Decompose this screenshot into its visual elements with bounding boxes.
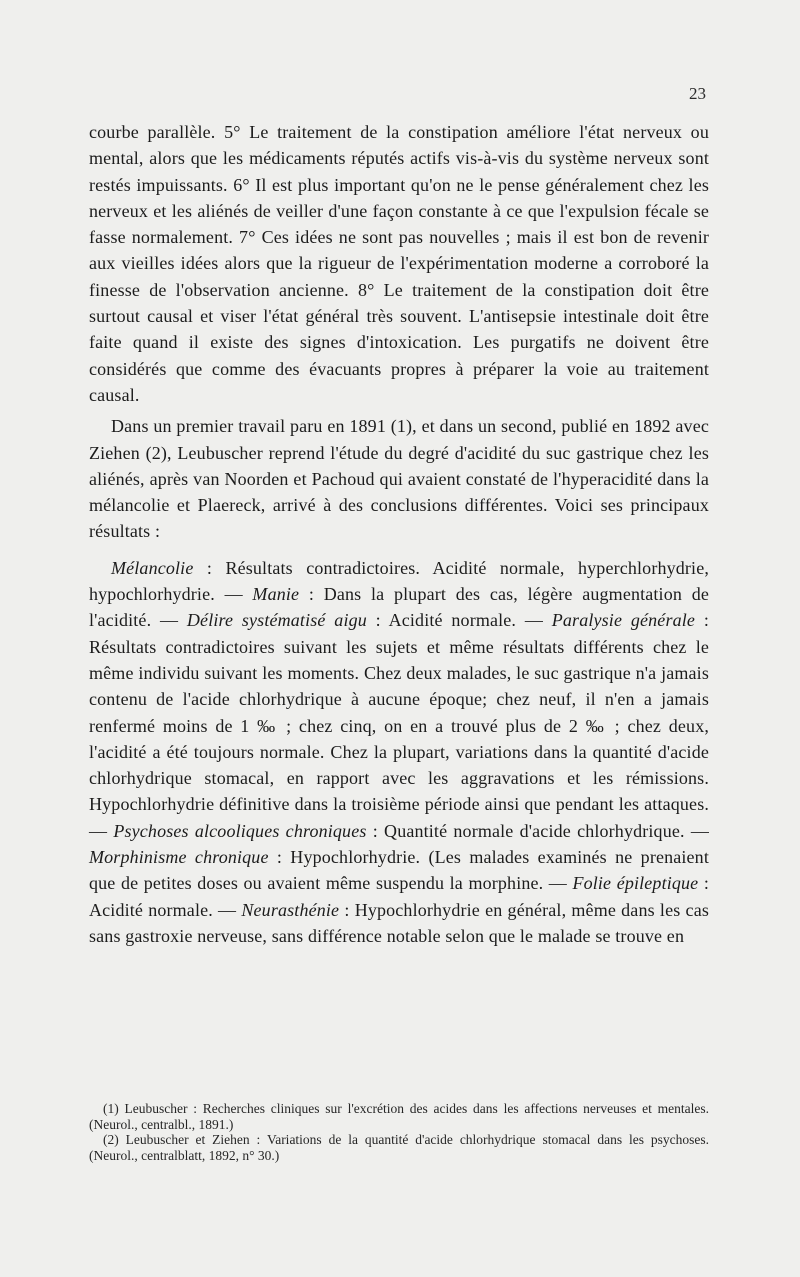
body-text (89, 119, 709, 949)
text-paralysie: : Résultats contradictoires suivant les sujets et même résultats différents chez le même individu suivant les moments. Chez deux malades, le suc gastrique n'a jamais contenu de l'acide chlorhydrique à aucune époque; chez neuf, il n'en a jamais renfermé moins de 1 ‰ ; chez cinq, on en a trouvé plus de 2 ‰ ; chez deux, l'acidité a été toujours normale. Chez la plupart, variations dans la quantité d'acide chlorhydrique stomacal, en rapport avec les aggravations et les rémissions. Hypochlorhydrie définitive dans la troisième période ainsi que pendant les attaques. — (89, 610, 709, 841)
text-manie: : Dans la plupart des cas, légère augmentation de l'acidité. — (89, 584, 709, 631)
term-morphinisme: Morphinisme chronique (89, 847, 269, 868)
text-neurasthenie: : Hypochlorhydrie en général, même dans les cas sans gastroxie nerveuse, sans différence notable selon que le malade se trouve en (89, 899, 709, 946)
paragraph-results (89, 555, 709, 949)
term-delire: Délire systématisé aigu (186, 610, 367, 631)
text-delire: : Acidité normale. — (366, 610, 552, 631)
term-folie: Folie épileptique (572, 873, 699, 894)
paragraph-leubuscher: Dans un premier travail paru en 1891 (1), et dans un second, publié en 1892 avec Ziehen (2), Leubuscher reprend l'étude du degré d'acidité du suc gastrique chez les aliénés, après van Noorden et Pachoud qui avaient constaté de l'hyperacidité dans la mélancolie et Plaereck, arrivé à des conclusions différentes. Voici ses principaux résultats : (89, 416, 709, 542)
page-number: 23 (689, 84, 706, 103)
footnotes (89, 1101, 709, 1163)
term-melancolie: Mélancolie (111, 557, 194, 578)
text-folie: : Acidité normale. — (89, 873, 709, 920)
footnote-2: (2) Leubuscher et Ziehen : Variations de la quantité d'acide chlorhydrique stomacal dans les psychoses. (Neurol., centralblatt, 1892, n° 30.) (89, 1132, 709, 1163)
term-paralysie: Paralysie générale (551, 610, 696, 631)
text-psychoses: : Quantité normale d'acide chlorhydrique. — (366, 820, 709, 841)
paragraph-constipation: courbe parallèle. 5° Le traitement de la constipation améliore l'état nerveux ou mental, alors que les médicaments réputés actifs vis-à-vis du système nerveux sont restés impuissants. 6° Il est plus important qu'on ne le pense généralement chez les nerveux et les aliénés de veiller d'une façon constante à ce que l'expulsion fécale se fasse normalement. 7° Ces idées ne sont pas nouvelles ; mais il est bon de revenir aux vieilles idées alors que la rigueur de l'expérimentation moderne a corroboré la finesse de l'observation ancienne. 8° Le traitement de la constipation doit être surtout causal et viser l'état général très souvent. L'antisepsie intestinale doit être faite quand il existe des signes d'intoxication. Les purgatifs ne doivent être considérés que comme des évacuants propres à préparer la voie au traitement causal. (89, 122, 709, 405)
text-melancolie: : Résultats contradictoires. Acidité normale, hyperchlorhydrie, hypochlorhydrie. — (89, 557, 709, 605)
text-morphinisme: : Hypochlorhydrie. (Les malades examinés ne prenaient que de petites doses ou avaient même suspendu la morphine. — (89, 847, 709, 894)
footnote-1: (1) Leubuscher : Recherches cliniques sur l'excrétion des acides dans les affections nerveuses et mentales. (Neurol., centralbl., 1891.) (89, 1101, 709, 1132)
term-psychoses: Psychoses alcooliques chroniques (113, 820, 367, 841)
term-manie: Manie (252, 584, 300, 605)
term-neurasthenie: Neurasthénie (241, 899, 340, 920)
